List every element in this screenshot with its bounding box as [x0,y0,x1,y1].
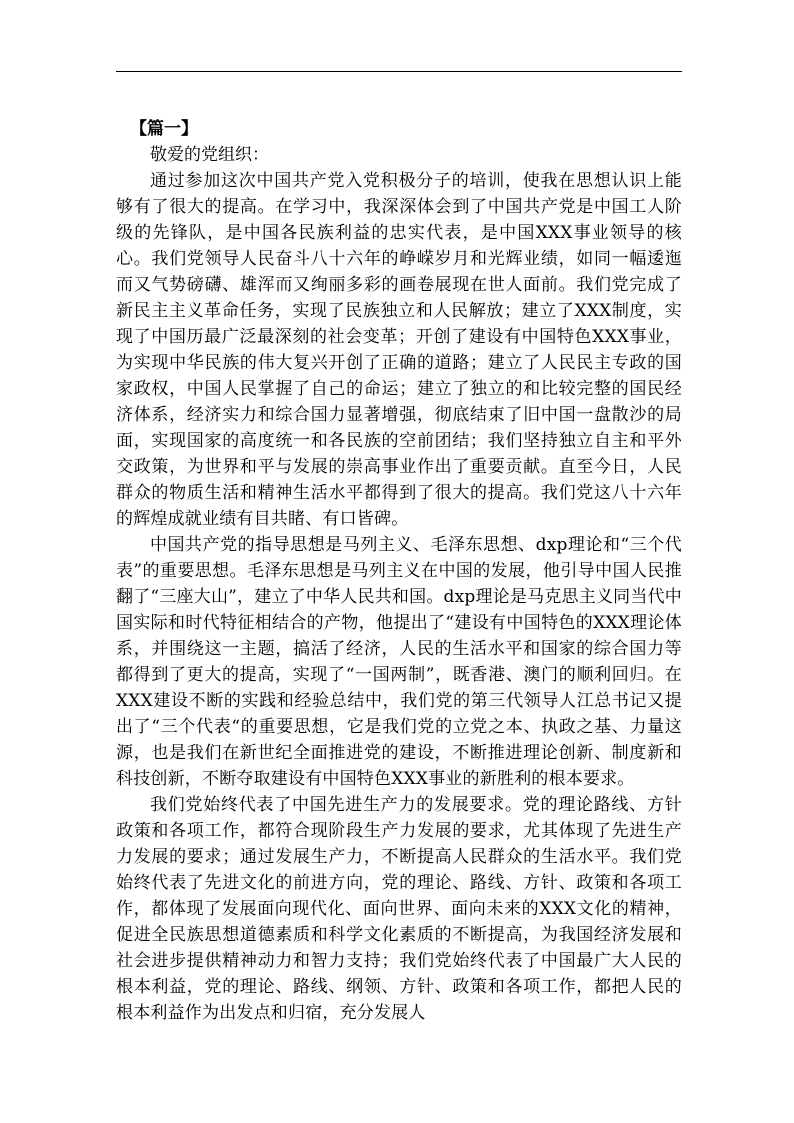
header-rule [116,71,682,72]
paragraph-3: 我们党始终代表了中国先进生产力的发展要求。党的理论路线、方针政策和各项工作，都符合现阶段生产力发展的要求，尤其体现了先进生产力发展的要求；通过发展生产力，不断提高人民群众的生活水平。我们党始终代表了先进文化的前进方向，党的理论、路线、方针、政策和各项工作，都体现了发展面向现代化、面向世界、面向未来的XXX文化的精神，促进全民族思想道德素质和科学文化素质的不断提高，为我国经济发展和社会进步提供精神动力和智力支持；我们党始终代表了中国最广大人民的根本利益，党的理论、路线、纲领、方针、政策和各项工作，都把人民的根本利益作为出发点和归宿，充分发展人 [116,795,682,1023]
section-heading: 【篇一】 [130,119,198,139]
paragraph-2: 中国共产党的指导思想是马列主义、毛泽东思想、dxp理论和“三个代表”的重要思想。毛泽东思想是马列主义在中国的发展，他引导中国人民推翻了“三座大山”，建立了中华人民共和国。dxp理论是马克思主义同当代中国实际和时代特征相结合的产物，他提出了“建设有中国特色的XXX理论体系，并围绕这一主题，搞活了经济，人民的生活水平和国家的综合国力等都得到了更大的提高，实现了“一国两制”，既香港、澳门的顺利回归。在XXX建设不断的实践和经验总结中，我们党的第三代领导人江总书记又提出了“三个代表“的重要思想，它是我们党的立党之本、执政之基、力量这源，也是我们在新世纪全面推进党的建设，不断推进理论创新、制度新和科技创新，不断夺取建设有中国特色XXX事业的新胜利的根本要求。 [116,535,682,789]
salutation: 敬爱的党组织： [150,145,269,165]
paragraph-1: 通过参加这次中国共产党入党积极分子的培训，使我在思想认识上能够有了很大的提高。在学习中，我深深体会到了中国共产党是中国工人阶级的先锋队，是中国各民族利益的忠实代表，是中国XXX事业领导的核心。我们党领导人民奋斗八十六年的峥嵘岁月和光辉业绩，如同一幅逶迤而又气势磅礴、雄浑而又绚丽多彩的画卷展现在世人面前。我们党完成了新民主主义革命任务，实现了民族独立和人民解放；建立了XXX制度，实现了中国历最广泛最深刻的社会变革；开创了建设有中国特色XXX事业，为实现中华民族的伟大复兴开创了正确的道路；建立了人民民主专政的国家政权，中国人民掌握了自己的命运；建立了独立的和比较完整的国民经济体系，经济实力和综合国力显著增强，彻底结束了旧中国一盘散沙的局面，实现国家的高度统一和各民族的空前团结；我们坚持独立自主和平外交政策，为世界和平与发展的崇高事业作出了重要贡献。直至今日，人民群众的物质生活和精神生活水平都得到了很大的提高。我们党这八十六年的辉煌成就业绩有目共睹、有口皆碑。 [116,171,682,529]
document-body [116,116,682,1026]
